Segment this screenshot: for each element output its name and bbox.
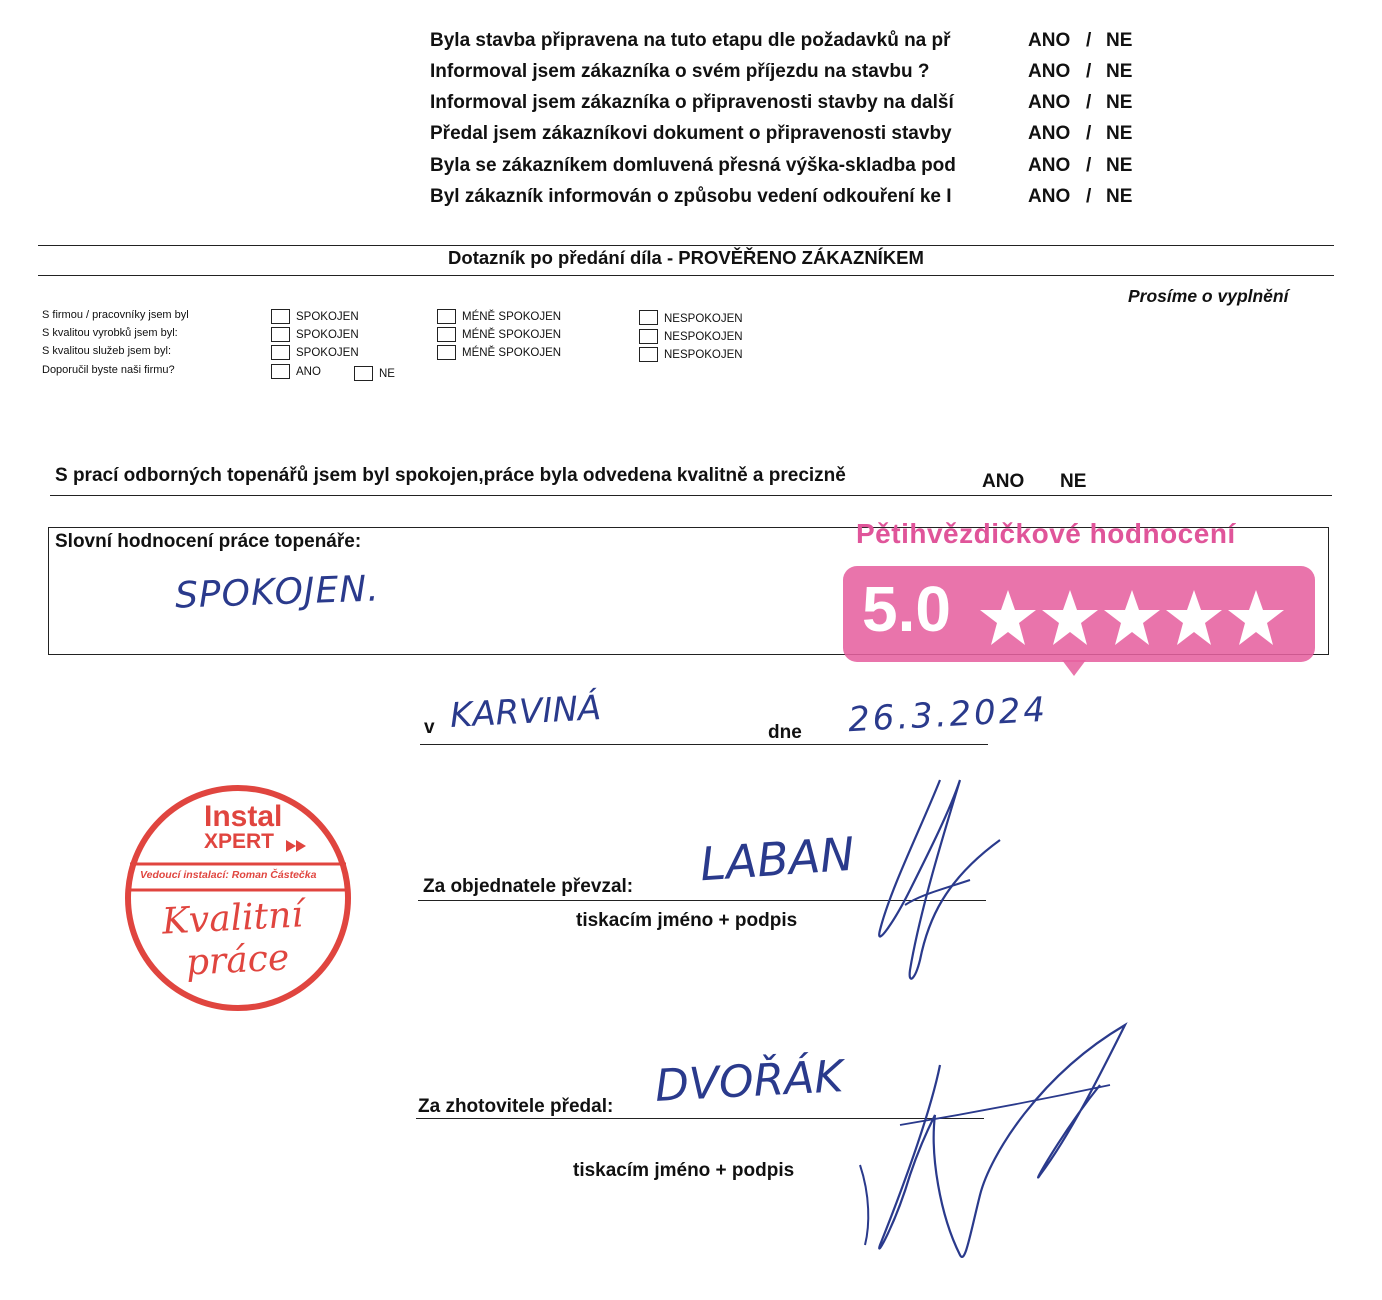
customer-sub: tiskacím jméno + podpis bbox=[576, 910, 798, 931]
checkbox-spokojen[interactable] bbox=[271, 327, 290, 342]
stamp-line4: Kvalitní bbox=[161, 894, 304, 943]
star-icon bbox=[1228, 590, 1284, 645]
section-title: Dotazník po předání díla - PROVĚŘENO ZÁKAZNÍKEM bbox=[448, 247, 924, 268]
place-handwritten: KARVINÁ bbox=[449, 688, 603, 736]
satisfaction-divider bbox=[50, 495, 1332, 496]
contractor-sub: tiskacím jméno + podpis bbox=[573, 1160, 795, 1181]
checkbox-label: MÉNĚ SPOKOJEN bbox=[462, 347, 562, 359]
star-icon bbox=[980, 590, 1036, 645]
question-yes: ANO bbox=[1028, 61, 1071, 82]
checkbox-nespokojen[interactable] bbox=[639, 347, 658, 362]
question-separator: / bbox=[1086, 186, 1092, 207]
question-yes: ANO bbox=[1028, 123, 1071, 144]
question-yes: ANO bbox=[1028, 92, 1071, 113]
star-icon bbox=[1042, 590, 1098, 645]
divider-bottom bbox=[38, 275, 1334, 276]
question-row bbox=[430, 30, 1150, 60]
checkbox-label: NESPOKOJEN bbox=[664, 313, 743, 325]
question-separator: / bbox=[1086, 61, 1092, 82]
question-row bbox=[430, 186, 1150, 216]
survey-label: S firmou / pracovníky jsem byl bbox=[42, 309, 189, 321]
evaluation-handwritten: SPOKOJEN. bbox=[174, 568, 381, 617]
checkbox-label: NESPOKOJEN bbox=[664, 331, 743, 343]
question-row bbox=[430, 92, 1150, 122]
play-arrow-icon bbox=[296, 840, 306, 852]
question-yes: ANO bbox=[1028, 155, 1071, 176]
stamp-line5: práce bbox=[184, 937, 291, 984]
question-row bbox=[430, 61, 1150, 91]
checkbox-label: NE bbox=[379, 368, 395, 380]
question-no: NE bbox=[1106, 92, 1133, 113]
question-yes: ANO bbox=[1028, 186, 1071, 207]
checkbox-nespokojen[interactable] bbox=[639, 310, 658, 325]
stamp-line2: XPERT bbox=[204, 830, 275, 853]
survey-label: S kvalitou služeb jsem byl: bbox=[42, 345, 171, 357]
evaluation-label: Slovní hodnocení práce topenáře: bbox=[55, 531, 362, 552]
place-date-line bbox=[420, 744, 988, 745]
recommend-label: Doporučil byste naši firmu? bbox=[42, 364, 175, 376]
question-text: Byla stavba připravena na tuto etapu dle požadavků na př bbox=[430, 30, 951, 51]
question-text: Informoval jsem zákazníka o svém příjezdu na stavbu ? bbox=[430, 61, 930, 82]
checkbox-label: NESPOKOJEN bbox=[664, 349, 743, 361]
customer-name-handwritten: LABAN bbox=[698, 826, 857, 892]
customer-signature bbox=[850, 770, 1030, 1000]
question-text: Byla se zákazníkem domluvená přesná výška-skladba pod bbox=[430, 155, 956, 176]
question-separator: / bbox=[1086, 155, 1092, 176]
rating-stars bbox=[978, 585, 1298, 655]
please-fill-note: Prosíme o vyplnění bbox=[1128, 286, 1289, 306]
rating-title: Pětihvězdičkové hodnocení bbox=[856, 518, 1236, 549]
checkbox-label: SPOKOJEN bbox=[296, 311, 359, 323]
satisfaction-yes: ANO bbox=[982, 471, 1025, 492]
question-text: Informoval jsem zákazníka o připravenosti stavby na další bbox=[430, 92, 954, 113]
checkbox-label: SPOKOJEN bbox=[296, 329, 359, 341]
customer-label: Za objednatele převzal: bbox=[423, 876, 634, 897]
play-arrow-icon bbox=[286, 840, 296, 852]
checkbox-mene-spokojen[interactable] bbox=[437, 309, 456, 324]
question-no: NE bbox=[1106, 186, 1133, 207]
place-label: v bbox=[424, 717, 435, 738]
question-yes: ANO bbox=[1028, 30, 1071, 51]
question-no: NE bbox=[1106, 123, 1133, 144]
question-separator: / bbox=[1086, 92, 1092, 113]
question-text: Byl zákazník informován o způsobu vedení odkouření ke I bbox=[430, 186, 952, 207]
satisfaction-no: NE bbox=[1060, 471, 1087, 492]
checkbox-label: ANO bbox=[296, 366, 321, 378]
checkbox-spokojen[interactable] bbox=[271, 345, 290, 360]
checkbox-mene-spokojen[interactable] bbox=[437, 345, 456, 360]
question-no: NE bbox=[1106, 61, 1133, 82]
question-separator: / bbox=[1086, 30, 1092, 51]
contractor-signature bbox=[840, 1015, 1140, 1285]
satisfaction-text: S prací odborných topenářů jsem byl spokojen,práce byla odvedena kvalitně a precizně bbox=[55, 465, 846, 486]
checkbox-label: MÉNĚ SPOKOJEN bbox=[462, 329, 562, 341]
question-text: Předal jsem zákazníkovi dokument o připravenosti stavby bbox=[430, 123, 952, 144]
star-icon bbox=[1104, 590, 1160, 645]
stamp-line3: Vedoucí instalací: Roman Částečka bbox=[140, 869, 317, 881]
checkbox-label: MÉNĚ SPOKOJEN bbox=[462, 311, 562, 323]
question-no: NE bbox=[1106, 155, 1133, 176]
contractor-name-handwritten: DVOŘÁK bbox=[653, 1051, 845, 1112]
contractor-label: Za zhotovitele předal: bbox=[418, 1096, 614, 1117]
stamp-line1: Instal bbox=[204, 800, 283, 833]
question-row bbox=[430, 123, 1150, 153]
checkbox-spokojen[interactable] bbox=[271, 309, 290, 324]
date-handwritten: 26.3.2024 bbox=[847, 689, 1049, 741]
divider-top bbox=[38, 245, 1334, 246]
star-icon bbox=[1166, 590, 1222, 645]
checkbox-nespokojen[interactable] bbox=[639, 329, 658, 344]
question-separator: / bbox=[1086, 123, 1092, 144]
checkbox-ne[interactable] bbox=[354, 366, 373, 381]
question-no: NE bbox=[1106, 30, 1133, 51]
survey-label: S kvalitou vyrobků jsem byl: bbox=[42, 327, 178, 339]
rating-score: 5.0 bbox=[862, 573, 951, 645]
checkbox-ano[interactable] bbox=[271, 364, 290, 379]
checkbox-label: SPOKOJEN bbox=[296, 347, 359, 359]
question-row bbox=[430, 155, 1150, 185]
rating-badge-pointer bbox=[1062, 660, 1086, 676]
checkbox-mene-spokojen[interactable] bbox=[437, 327, 456, 342]
date-label: dne bbox=[768, 722, 802, 743]
